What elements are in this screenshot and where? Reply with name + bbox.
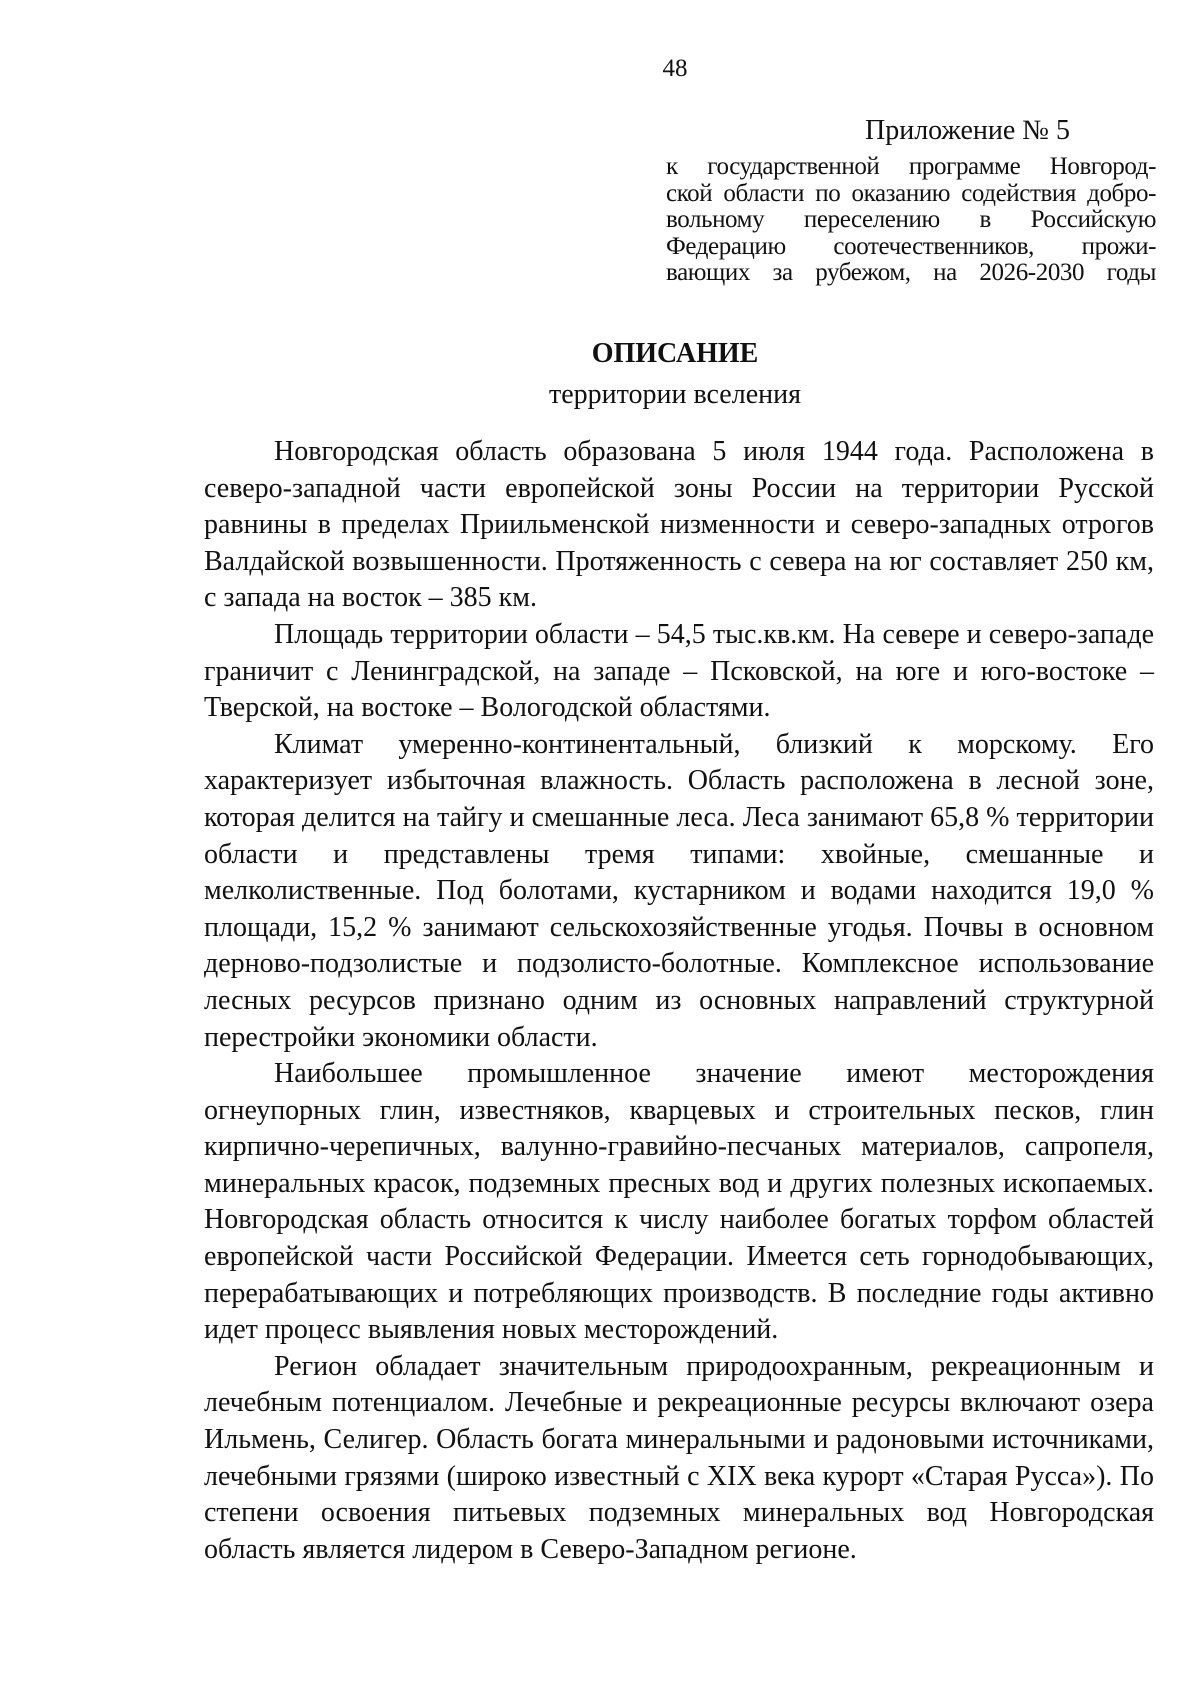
paragraph: Регион обладает значительным природоохранным, рекреационным и лечебным потенциалом. Лечебные и рекреационные ресурсы включают озера Ильмень, Селигер. Область богата минеральными и радоновыми источниками, лечебными грязями (широко известный с XIX века курорт «Старая Русса»). По степени освоения питьевых подземных минеральных вод Новгородская область является лидером в Северо-Западном регионе. [204, 1350, 1154, 1565]
paragraph: Климат умеренно-континентальный, близкий к морскому. Его характеризует избыточная влажность. Область расположена в лесной зоне, которая делится на тайгу и смешанные леса. Леса занимают 65,8 % территории области и представлены тремя типами: хвойные, смешанные и мелколиственные. Под болотами, кустарником и водами находится 19,0 % площади, 15,2 % занимают сельскохозяйственные угодья. Почвы в основном дерново-подзолистые и подзолисто-болотные. Комплексное использование лесных ресурсов признано одним из основных направлений структурной перестройки экономики области. [204, 728, 1154, 1053]
document-body [204, 434, 1154, 1568]
appendix-title: Приложение № 5 [865, 115, 1070, 146]
appendix-line: Федерацию соотечественников, прожи- [666, 232, 1156, 260]
paragraph: Новгородская область образована 5 июля 1944 года. Расположена в северо-западной части европейской зоны России на территории Русской равнины в пределах Приильменской низменности и северо-западных отрогов Валдайской возвышенности. Протяженность с севера на юг составляет 250 км, с запада на восток – 385 км. [204, 436, 1154, 614]
appendix-line: вольному переселению в Российскую [666, 206, 1156, 233]
appendix-line: к государственной программе Новгород- [666, 153, 1156, 180]
appendix-header [666, 114, 1156, 287]
document-heading: ОПИСАНИЕ [591, 338, 759, 369]
paragraph: Наибольшее промышленное значение имеют месторождения огнеупорных глин, известняков, кварцевых и строительных песков, глин кирпично-черепичных, валунно-гравийно-песчаных материалов, сапропеля, минеральных красок, подземных пресных вод и других полезных ископаемых. Новгородская область относится к числу наиболее богатых торфом областей европейской части Российской Федерации. Имеется сеть горнодобывающих, перерабатывающих и потребляющих производств. В последние годы активно идет процесс выявления новых месторождений. [204, 1058, 1154, 1346]
appendix-line: вающих за рубежом, на 2026-2030 годы [666, 259, 1156, 286]
document-subheading: территории вселения [549, 379, 801, 410]
appendix-line: ской области по оказанию содействия добро- [666, 179, 1156, 207]
paragraph: Площадь территории области – 54,5 тыс.кв.км. На севере и северо-западе граничит с Ленинградской, на западе – Псковской, на юге и юго-востоке – Тверской, на востоке – Вологодской областями. [204, 618, 1154, 724]
appendix-description [666, 154, 1156, 287]
page-number: 48 [662, 55, 688, 82]
